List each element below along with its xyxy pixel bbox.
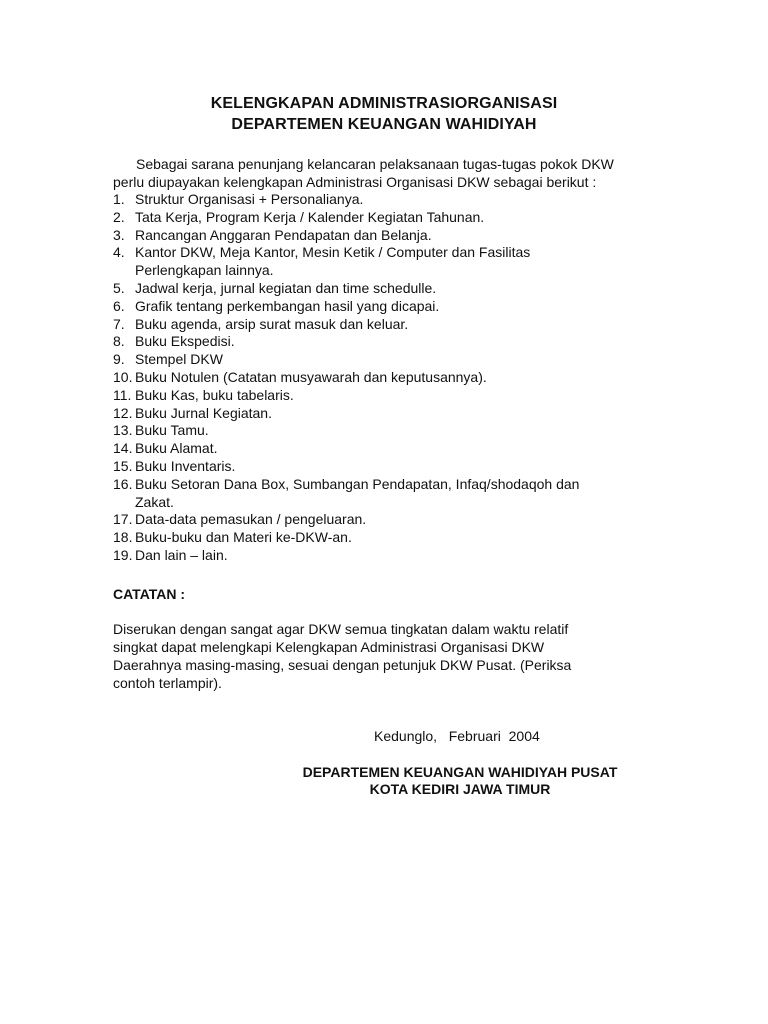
list-item-text: Dan lain – lain. <box>135 546 228 563</box>
list-item-text: Buku agenda, arsip surat masuk dan keluar. <box>135 315 409 332</box>
catatan-line: Daerahnya masing-masing, sesuai dengan petunjuk DKW Pusat. (Periksa <box>113 657 572 673</box>
list-item-number: 3. <box>113 226 125 243</box>
intro-line-1: Sebagai sarana penunjang kelancaran pelaksanaan tugas-tugas pokok DKW <box>136 156 614 172</box>
list-item <box>113 476 673 512</box>
list-item-text: Buku Ekspedisi. <box>135 333 235 350</box>
list-item <box>113 440 673 458</box>
list-item-text: Buku Alamat. <box>135 440 218 457</box>
list-item-number: 5. <box>113 279 125 296</box>
list-item-number: 14. <box>113 440 133 457</box>
catatan-line: singkat dapat melengkapi Kelengkapan Administrasi Organisasi DKW <box>113 639 545 655</box>
list-item-text: Buku Setoran Dana Box, Sumbangan Pendapatan, Infaq/shodaqoh dan <box>135 475 580 492</box>
list-item-text: Buku Inventaris. <box>135 457 236 474</box>
list-item <box>113 387 673 405</box>
list-item-number: 11. <box>113 386 132 403</box>
list-item-text: Rancangan Anggaran Pendapatan dan Belanja. <box>135 226 432 243</box>
intro-line-2: perlu diupayakan kelengkapan Administrasi Organisasi DKW sebagai berikut : <box>113 174 597 190</box>
list-item <box>113 547 673 565</box>
list-item-number: 8. <box>113 333 125 350</box>
list-item-text: Buku Tamu. <box>135 422 209 439</box>
signatory-line-1: DEPARTEMEN KEUANGAN WAHIDIYAH PUSAT <box>302 764 618 780</box>
list-item-number: 13. <box>113 422 133 439</box>
list-item-text: Buku Kas, buku tabelaris. <box>135 386 294 403</box>
list-item <box>113 529 673 547</box>
list-item-text: Jadwal kerja, jurnal kegiatan dan time schedulle. <box>135 279 437 296</box>
catatan-paragraph <box>113 620 633 692</box>
list-item-number: 15. <box>113 457 133 474</box>
requirements-list <box>113 191 673 565</box>
list-item-text: Data-data pemasukan / pengeluaran. <box>135 511 367 528</box>
list-item-text: Stempel DKW <box>135 351 223 368</box>
list-item-number: 6. <box>113 297 125 314</box>
document-title-line-1: KELENGKAPAN ADMINISTRASIORGANISASI <box>210 95 558 112</box>
list-item-number: 2. <box>113 208 125 225</box>
signatory-line-2: KOTA KEDIRI JAWA TIMUR <box>369 781 551 797</box>
document-title-line-2: DEPARTEMEN KEUANGAN WAHIDIYAH <box>231 116 537 133</box>
list-item-number: 10. <box>113 368 133 385</box>
list-item-text: Grafik tentang perkembangan hasil yang dicapai. <box>135 297 440 314</box>
list-item-number: 19. <box>113 546 133 563</box>
list-item <box>113 280 673 298</box>
list-item-text: Buku Jurnal Kegiatan. <box>135 404 272 421</box>
list-item-text: Tata Kerja, Program Kerja / Kalender Kegiatan Tahunan. <box>135 208 485 225</box>
catatan-heading: CATATAN : <box>113 586 186 602</box>
intro-paragraph <box>113 155 673 191</box>
list-item-number: 12. <box>113 404 133 421</box>
list-item-text: Perlengkapan lainnya. <box>135 262 274 279</box>
place-and-date: Kedunglo, Februari 2004 <box>374 728 540 744</box>
list-item <box>113 227 673 245</box>
list-item <box>113 191 673 209</box>
list-item <box>113 244 673 280</box>
catatan-line: contoh terlampir). <box>113 675 222 691</box>
list-item-number: 18. <box>113 529 133 546</box>
list-item <box>113 351 673 369</box>
list-item-text: Buku Notulen (Catatan musyawarah dan keputusannya). <box>135 368 487 385</box>
list-item <box>113 511 673 529</box>
list-item <box>113 316 673 334</box>
list-item-text: Zakat. <box>135 493 174 510</box>
catatan-line: Diserukan dengan sangat agar DKW semua tingkatan dalam waktu relatif <box>113 621 569 637</box>
list-item-number: 16. <box>113 475 133 492</box>
list-item <box>113 405 673 423</box>
list-item-number: 4. <box>113 244 125 261</box>
list-item-number: 7. <box>113 315 125 332</box>
list-item-number: 1. <box>113 191 125 207</box>
list-item <box>113 298 673 316</box>
list-item-text: Buku-buku dan Materi ke-DKW-an. <box>135 529 352 546</box>
list-item <box>113 369 673 387</box>
list-item-text: Kantor DKW, Meja Kantor, Mesin Ketik / Computer dan Fasilitas <box>135 244 531 261</box>
list-item <box>113 422 673 440</box>
list-item <box>113 333 673 351</box>
list-item <box>113 209 673 227</box>
list-item-number: 9. <box>113 351 125 368</box>
list-item-text: Struktur Organisasi + Personalianya. <box>135 191 364 207</box>
list-item <box>113 458 673 476</box>
list-item-number: 17. <box>113 511 133 528</box>
